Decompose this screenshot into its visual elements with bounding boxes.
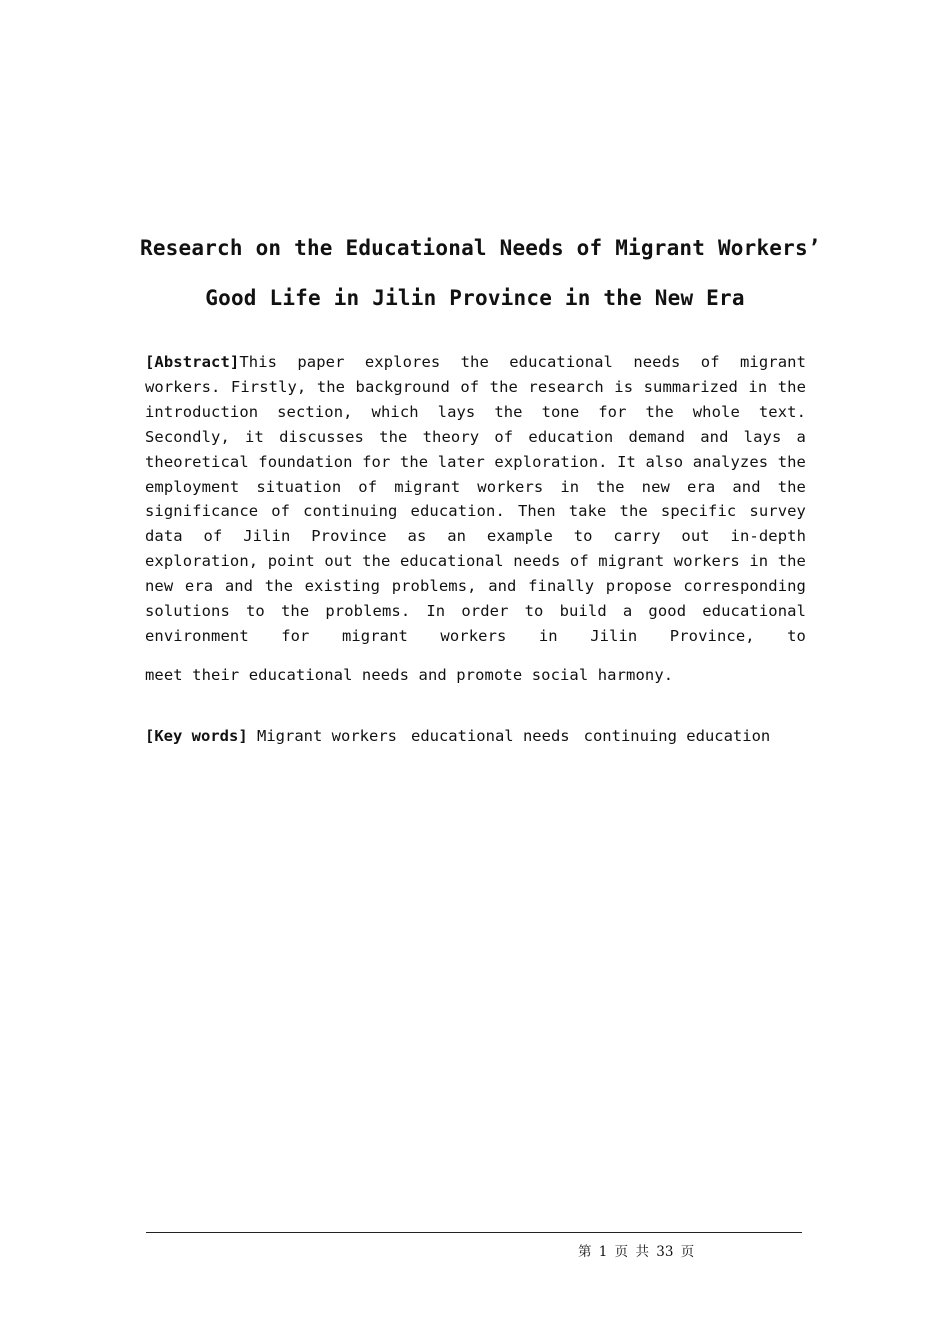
keyword-item: Migrant workers [257,727,397,745]
keywords-line [145,724,815,748]
abstract-body: This paper explores the educational needs of migrant workers. Firstly, the background of the research is summarized in the introduction section, which lays the tone for the whole text. Secondly, it discusses the theory of education demand and lays a theoretical foundation for the later exploration. It also analyzes the employment situation of migrant workers in the new era and the significance of continuing education. Then take the specific survey data of Jilin Province as an example to carry out in-depth exploration, point out the educational needs of migrant workers in the new era and the existing problems, and finally propose corresponding solutions to the problems. In order to build a good educational environment for migrant workers in Jilin Province, to [145,353,806,645]
abstract-last-line: meet their educational needs and promote social harmony. [145,666,674,684]
page-number: 第 1 页 共 33 页 [578,1244,695,1260]
keyword-item: educational needs [410,727,570,745]
footer-divider [146,1232,802,1233]
abstract-paragraph [145,350,806,649]
keywords-label: [Key words] [145,727,248,745]
paper-title-line-2: Good Life in Jilin Province in the New Era [205,286,745,310]
keyword-item: continuing education [583,727,771,745]
abstract-label: [Abstract] [145,353,240,371]
paper-title-line-1: Research on the Educational Needs of Migrant Workers’ [140,236,821,260]
